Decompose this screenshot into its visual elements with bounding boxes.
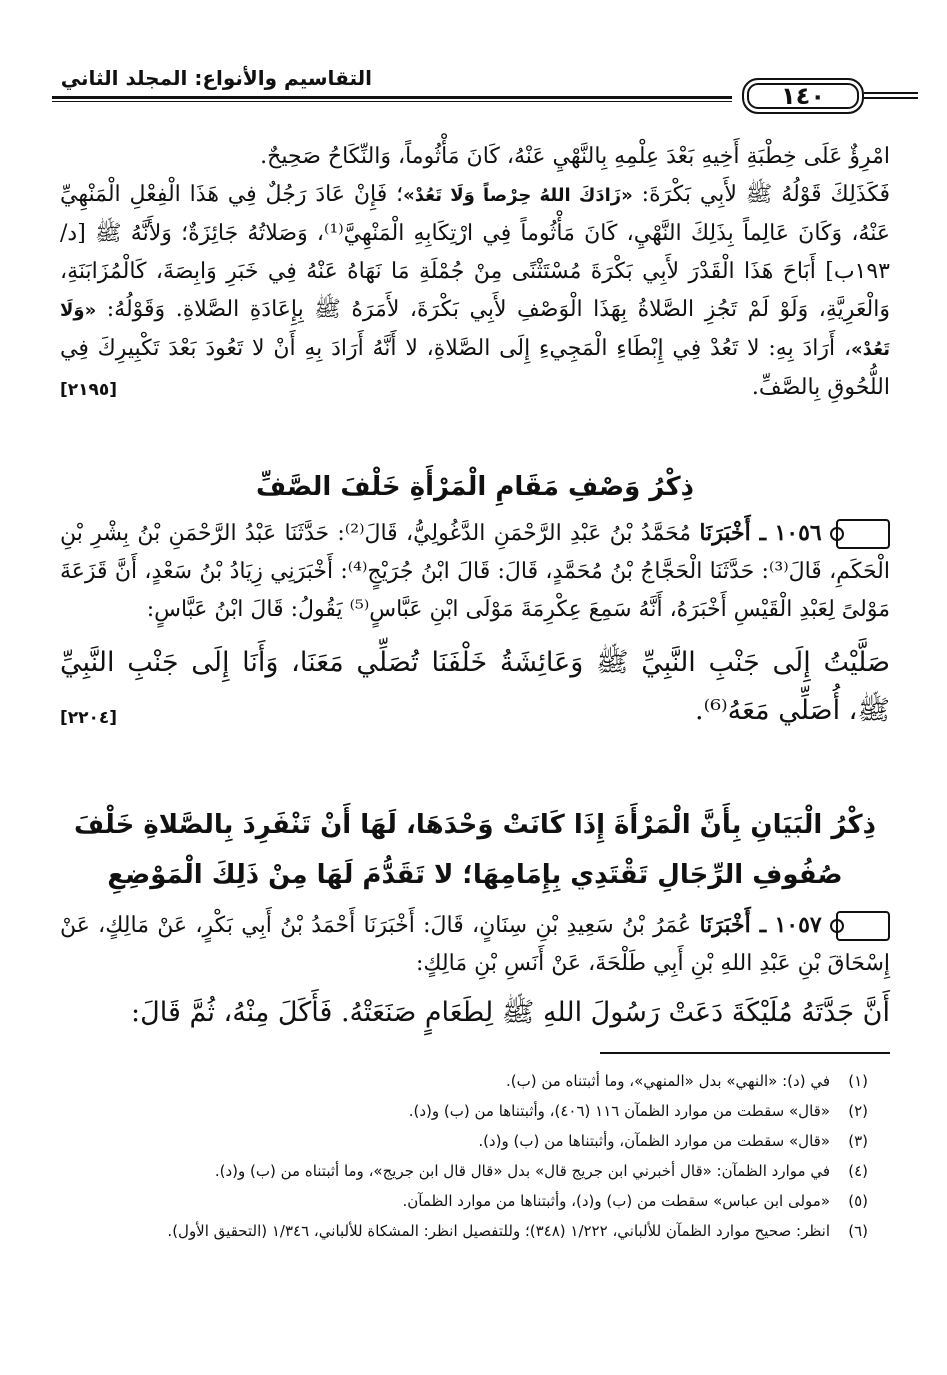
footnote xyxy=(60,1186,868,1216)
matn-text: أَنَّ جَدَّتَهُ مُلَيْكَةَ دَعَتْ رَسُولَ اللهِ ﷺ لِطَعَامٍ صَنَعَتْهُ. فَأَكَلَ مِنْهُ، ثُمَّ قَالَ: xyxy=(131,997,890,1028)
hadith-number: ١٠٥٦ xyxy=(774,520,822,546)
hadith-reference: [٢٢٠٤] xyxy=(60,708,118,728)
footnote-text: «مولى ابن عباس» سقطت من (ب) و(د)، وأثبتناها من موارد الظمآن. xyxy=(402,1192,830,1210)
prophetic-quote-2: «وَلَا تَعُدْ» xyxy=(60,300,890,360)
running-title: التقاسيم والأنواع: المجلد الثاني xyxy=(60,66,372,90)
section-heading: ذِكْرُ وَصْفِ مَقَامِ الْمَرْأَةِ خَلْفَ الصَّفِّ xyxy=(256,472,694,502)
footnote-text: في موارد الظمآن: «قال أخبرني ابن جريج قال» بدل «قال قال ابن جريج»، وما أثبتناه من (ب) و(د). xyxy=(214,1162,830,1180)
paragraph-continuation: ؛ فَإِنْ عَادَ رَجُلٌ فِي هَذَا الْفِعْلِ الْمَنْهِيِّ عَنْهُ، وَكَانَ عَالِماً بِذَلِكَ النَّهْيِ، كَانَ مَأْثُوماً فِي ارْتِكَابِهِ الْمَنْهِيَّ⁽¹⁾، وَصَلاتُهُ جَائِزَةٌ؛ وَلأَنَّهُ ﷺ [د/١٩٣ب] أَبَاحَ هَذَا الْقَدْرَ لأَبِي بَكْرَةَ مُسْتَثْنًى مِنْ جُمْلَةِ مَا نَهَاهُ عَنْهُ فِي خَبَرِ وَابِصَةَ، كَالْمُزَابَنَةِ، وَالْعَرِيَّةِ، وَلَوْ لَمْ تَجُزِ الصَّلاةُ بِهَذَا الْوَصْفِ لأَبِي بَكْرَةَ، لأَمَرَهُ ﷺ بِإِعَادَةِ الصَّلاةِ. وَقَوْلُهُ: xyxy=(60,182,890,322)
akhbarana-label: ـ أَخْبَرَنَا xyxy=(699,520,767,546)
matn-text: صَلَّيْتُ إِلَى جَنْبِ النَّبِيِّ ﷺ وَعَائِشَةُ خَلْفَنَا تُصَلِّي مَعَنَا، وَأَنَا إِلَى جَنْبِ النَّبِيِّ ﷺ، أُصَلِّي مَعَهُ⁽⁶⁾. xyxy=(60,647,890,726)
footnote-text: في (د): «النهي» بدل «المنهي»، وما أثبتناه من (ب). xyxy=(505,1072,830,1090)
header-ornament-line xyxy=(864,92,918,99)
footnote-separator xyxy=(600,1052,890,1054)
footnote xyxy=(60,1126,868,1156)
paragraph-first-line: امْرِؤٌ عَلَى خِطْبَةِ أَخِيهِ بَعْدَ عِلْمِهِ بِالنَّهْيِ عَنْهُ، كَانَ مَأْثُوماً، وَالنِّكَاحُ صَحِيحٌ. xyxy=(260,144,890,169)
footnote-text: «قال» سقطت من موارد الظمآن، وأثبتناها من (ب) و(د). xyxy=(478,1132,830,1150)
footnote-number: (٥) xyxy=(848,1192,868,1210)
footnote-text: انظر: صحيح موارد الظمآن للألباني، ١/٢٢٢ (٣٤٨)؛ وللتفصيل انظر: المشكاة للألباني، ١/٣٤٦ (التحقيق الأول). xyxy=(167,1222,830,1240)
page-number: ١٤٠ xyxy=(781,82,825,110)
header-rule xyxy=(52,96,732,102)
footnote-number: (١) xyxy=(848,1072,868,1090)
footnote xyxy=(60,1096,868,1126)
footnote-text: «قال» سقطت من موارد الظمآن ١١٦ (٤٠٦)، وأثبتناها من (ب) و(د). xyxy=(408,1102,830,1120)
hadith-marker-icon xyxy=(836,911,890,941)
hadith-1057 xyxy=(60,906,890,1037)
hadith-reference: [٢١٩٥] xyxy=(60,380,118,400)
page-number-badge xyxy=(742,78,864,114)
page-header xyxy=(52,62,875,112)
isnad-text: عُمَرُ بْنُ سَعِيدِ بْنِ سِنَانٍ، قَالَ: أَخْبَرَنَا أَحْمَدُ بْنُ أَبِي بَكْرٍ، عَنْ مَالِكٍ، عَنْ إِسْحَاقَ بْنِ عَبْدِ اللهِ بْنِ أَبِي طَلْحَةَ، عَنْ أَنَسِ بْنِ مَالِكٍ: xyxy=(60,913,890,976)
hadith-marker-icon xyxy=(836,519,890,549)
footnotes xyxy=(60,1066,868,1246)
footnote-number: (٢) xyxy=(848,1102,868,1120)
footnote-number: (٦) xyxy=(848,1222,868,1240)
section-heading: ذِكْرُ الْبَيَانِ بِأَنَّ الْمَرْأَةَ إِذَا كَانَتْ وَحْدَهَا، لَهَا أَنْ تَنْفَرِدَ بِالصَّلاةِ خَلْفَ صُفُوفِ الرِّجَالِ تَقْتَدِي بِإِمَامِهَا؛ لا تَقَدُّمَ لَهَا مِنْ ذَلِكَ الْمَوْضِعِ xyxy=(74,810,876,890)
footnote-number: (٣) xyxy=(848,1132,868,1150)
prophetic-quote: «زَادَكَ اللهُ حِرْصاً وَلَا تَعُدْ» xyxy=(403,185,633,206)
hadith-number: ١٠٥٧ xyxy=(774,912,822,938)
paragraph-conclusion: ، أَرَادَ بِهِ: لا تَعُدْ فِي إِبْطَاءِ الْمَجِيءِ إِلَى الصَّلاةِ، لا أَنَّهُ أَرَادَ بِهِ أَنْ لا تَعُودَ بَعْدَ تَكْبِيرِكَ فِي اللُّحُوقِ بِالصَّفِّ. xyxy=(60,336,890,400)
footnote xyxy=(60,1066,868,1096)
commentary-paragraph xyxy=(60,138,890,409)
footnote xyxy=(60,1156,868,1186)
footnote-number: (٤) xyxy=(848,1162,868,1180)
footnote xyxy=(60,1216,868,1246)
hadith-1056 xyxy=(60,514,890,737)
isnad-text: مُحَمَّدُ بْنُ عَبْدِ الرَّحْمَنِ الدَّغُولِيُّ، قَالَ⁽²⁾: حَدَّثَنَا عَبْدُ الرَّحْمَنِ بْنُ بِشْرِ بْنِ الْحَكَمِ، قَالَ⁽³⁾: حَدَّثَنَا الْحَجَّاجُ بْنُ مُحَمَّدٍ، قَالَ: قَالَ ابْنُ جُرَيْجٍ⁽⁴⁾: أَخْبَرَنِي زِيَادُ بْنُ سَعْدٍ، أَنَّ قَزَعَةَ مَوْلىً لِعَبْدِ الْقَيْسِ أَخْبَرَهُ، أَنَّهُ سَمِعَ عِكْرِمَةَ مَوْلَى ابْنِ عَبَّاسٍ⁽⁵⁾ يَقُولُ: قَالَ ابْنُ عَبَّاسٍ: xyxy=(60,521,890,622)
paragraph-intro: فَكَذَلِكَ قَوْلُهُ ﷺ لأَبِي بَكْرَةَ: xyxy=(641,182,891,207)
akhbarana-label: ـ أَخْبَرَنَا xyxy=(699,912,767,938)
